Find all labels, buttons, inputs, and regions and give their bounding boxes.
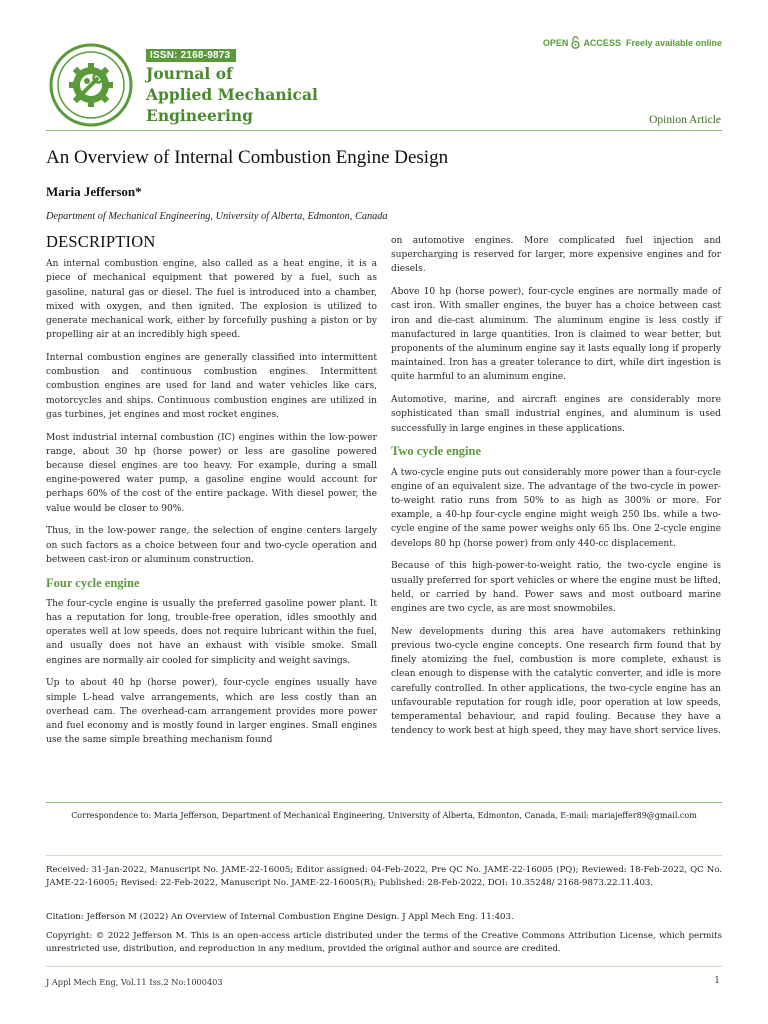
subheading-two-cycle: Two cycle engine: [391, 444, 482, 459]
open-access-label: [543, 36, 722, 49]
citation: Citation: Jefferson M (2022) An Overview of Internal Combustion Engine Design. J Appl Mech Eng. 11:403.: [46, 912, 514, 922]
paragraph: Automotive, marine, and aircraft engines are considerably more sophisticated than small industrial engines, and aluminum is used successfully in large engines in these applications.: [391, 395, 721, 434]
correspondence: Correspondence to: Maria Jefferson, Department of Mechanical Engineering, University of Alberta, Edmonton, Canada, E-mail: mariajeffer89@gmail.com: [71, 811, 697, 820]
copyright: Copyright: © 2022 Jefferson M. This is an open-access article distributed under the terms of the Creative Commons Attribution License, which permits unrestricted use, distribution, and reproduction in any medium, provided the original author and source are credited.: [46, 931, 722, 954]
article-type: Opinion Article: [649, 114, 721, 126]
subheading-four-cycle: Four cycle engine: [46, 575, 140, 590]
header-divider: [46, 130, 722, 131]
author-affiliation: Department of Mechanical Engineering, University of Alberta, Edmonton, Canada: [46, 211, 388, 222]
access-text: ACCESS: [583, 37, 621, 48]
paragraph: Up to about 40 hp (horse power), four-cycle engines usually have simple L-head valve arrangements, which are less costly than an overhead cam. The overhead-cam arrangement provides more power and fuel economy and is mostly found in larger engines. Small engines use the same simple breathing mechanism found: [46, 678, 377, 746]
open-text: OPEN: [542, 37, 569, 48]
journal-reference: J Appl Mech Eng, Vol.11 Iss.2 No:1000403: [46, 977, 223, 987]
paragraph: Most industrial internal combustion (IC) engines within the low-power range, about 30 hp (horse power) or less are gasoline powered because diesel engines are too heavy. For example, during a small engine-powered water pump, a gasoline engine would account for perhaps 60% of the cost of the entire package. With diesel power, the value would be closer to 90%.: [46, 432, 377, 514]
paragraph: Thus, in the low-power range, the selection of engine centers largely on such factors as a choice between four and two-cycle operation and between cast-iron or aluminum construction.: [46, 526, 377, 565]
journal-title-line: Applied Mechanical: [146, 85, 318, 104]
paragraph: Above 10 hp (horse power), four-cycle engines are normally made of cast iron. With smaller engines, the buyer has a choice between cast iron and die-cast aluminum. The aluminum engine is less costly if manufactured in large quantities. Iron is claimed to wear better, but proponents of the aluminum engine say it lasts equally long if properly maintained. Iron has a greater tolerance to dirt, while dirt ingestion is quite harmful to an aluminum engine.: [391, 287, 721, 383]
author-name: Maria Jefferson*: [46, 184, 142, 199]
paragraph: Internal combustion engines are generally classified into intermittent combustion and continuous combustion engines. Intermittent combustion engines are used for land and water vehicles like cars, motorcycles and ships. Continuous combustion engines are utilized in gas turbines, jet engines and most rocket engines.: [46, 353, 377, 420]
paragraph: The four-cycle engine is usually the preferred gasoline power plant. It has a reputation for long, trouble-free operation, idles smoothly and operates well at low speeds, does not require lubricant within the fuel, and usually does not have an exhaust with visible smoke. Small engines are normally air cooled for simplicity and weight savings.: [46, 598, 377, 666]
issn-badge: ISSN: 2168-9873: [146, 49, 236, 62]
section-heading-description: DESCRIPTION: [46, 232, 156, 251]
gear-wrench-icon: [69, 63, 113, 107]
article-title: An Overview of Internal Combustion Engine Design: [46, 147, 449, 168]
footer-divider-bottom: [46, 966, 722, 967]
journal-title-line: Journal of: [146, 64, 233, 83]
received-dates: Received: 31-Jan-2022, Manuscript No. JAME-22-16005; Editor assigned: 04-Feb-2022, Pre QC No. JAME-22-16005 (PQ); Reviewed: 18-Feb-2022, QC No. JAME-22-16005; Revised: 22-Feb-2022, Manuscript No. JAME-22-16005(R); Published: 28-Feb-2022, DOI: 10.35248/ 2168-9873.22.11.403.: [46, 865, 722, 888]
footer-divider: [46, 802, 722, 803]
journal-title-line: Engineering: [146, 106, 253, 125]
left-column: [46, 234, 377, 747]
open-lock-icon: [571, 36, 580, 49]
footer-divider-thin: [46, 855, 722, 856]
paragraph: Because of this high-power-to-weight ratio, the two-cycle engine is usually preferred for sport vehicles or where the engine must be lifted, held, or carried by hand. Power saws and most outboard marine engines are two cycle, as are most snowmobiles.: [391, 561, 721, 615]
journal-title: [146, 63, 346, 126]
paragraph: New developments during this area have automakers rethinking previous two-cycle engine concepts. One research firm found that by finely atomizing the fuel, combustion is more complete, exhaust is clean enough to dispense with the catalytic converter, and idle is more carefully controlled. In other applications, the two-cycle engine has an unfavourable reputation for rough idle, poor operation at low speeds, temperamental behaviour, and rapid fouling. Because they have a tendency to work best at high speed, they may have short service lives.: [391, 626, 721, 737]
journal-logo: [48, 42, 134, 128]
page-number: 1: [714, 976, 720, 986]
right-column: [391, 234, 721, 738]
paragraph: on automotive engines. More complicated fuel injection and supercharging is reserved for larger, more expensive engines and for diesels.: [391, 236, 721, 275]
freely-available-text: Freely available online: [625, 37, 722, 48]
paragraph: An internal combustion engine, also called as a heat engine, it is a piece of mechanical equipment that powered by a fuel, such as gasoline, natural gas or diesel. The fuel is introduced into a chamber, mixed with oxygen, and then ignited. The explosion is utilized to generate mechanical work, either by forcefully pushing a piston or by propelling air at an incredibly high speed.: [46, 259, 377, 341]
paragraph: A two-cycle engine puts out considerably more power than a four-cycle engine of an equivalent size. The advantage of the two-cycle in power-to-weight ratio runs from 50% to as high as 300% or more. For example, a 40-hp four-cycle engine might weigh 250 lbs. while a two-cycle engine of the same power weighs only 65 lbs. One 2-cycle engine develops 80 hp (horse power) from only 440-cc displacement.: [391, 467, 721, 549]
